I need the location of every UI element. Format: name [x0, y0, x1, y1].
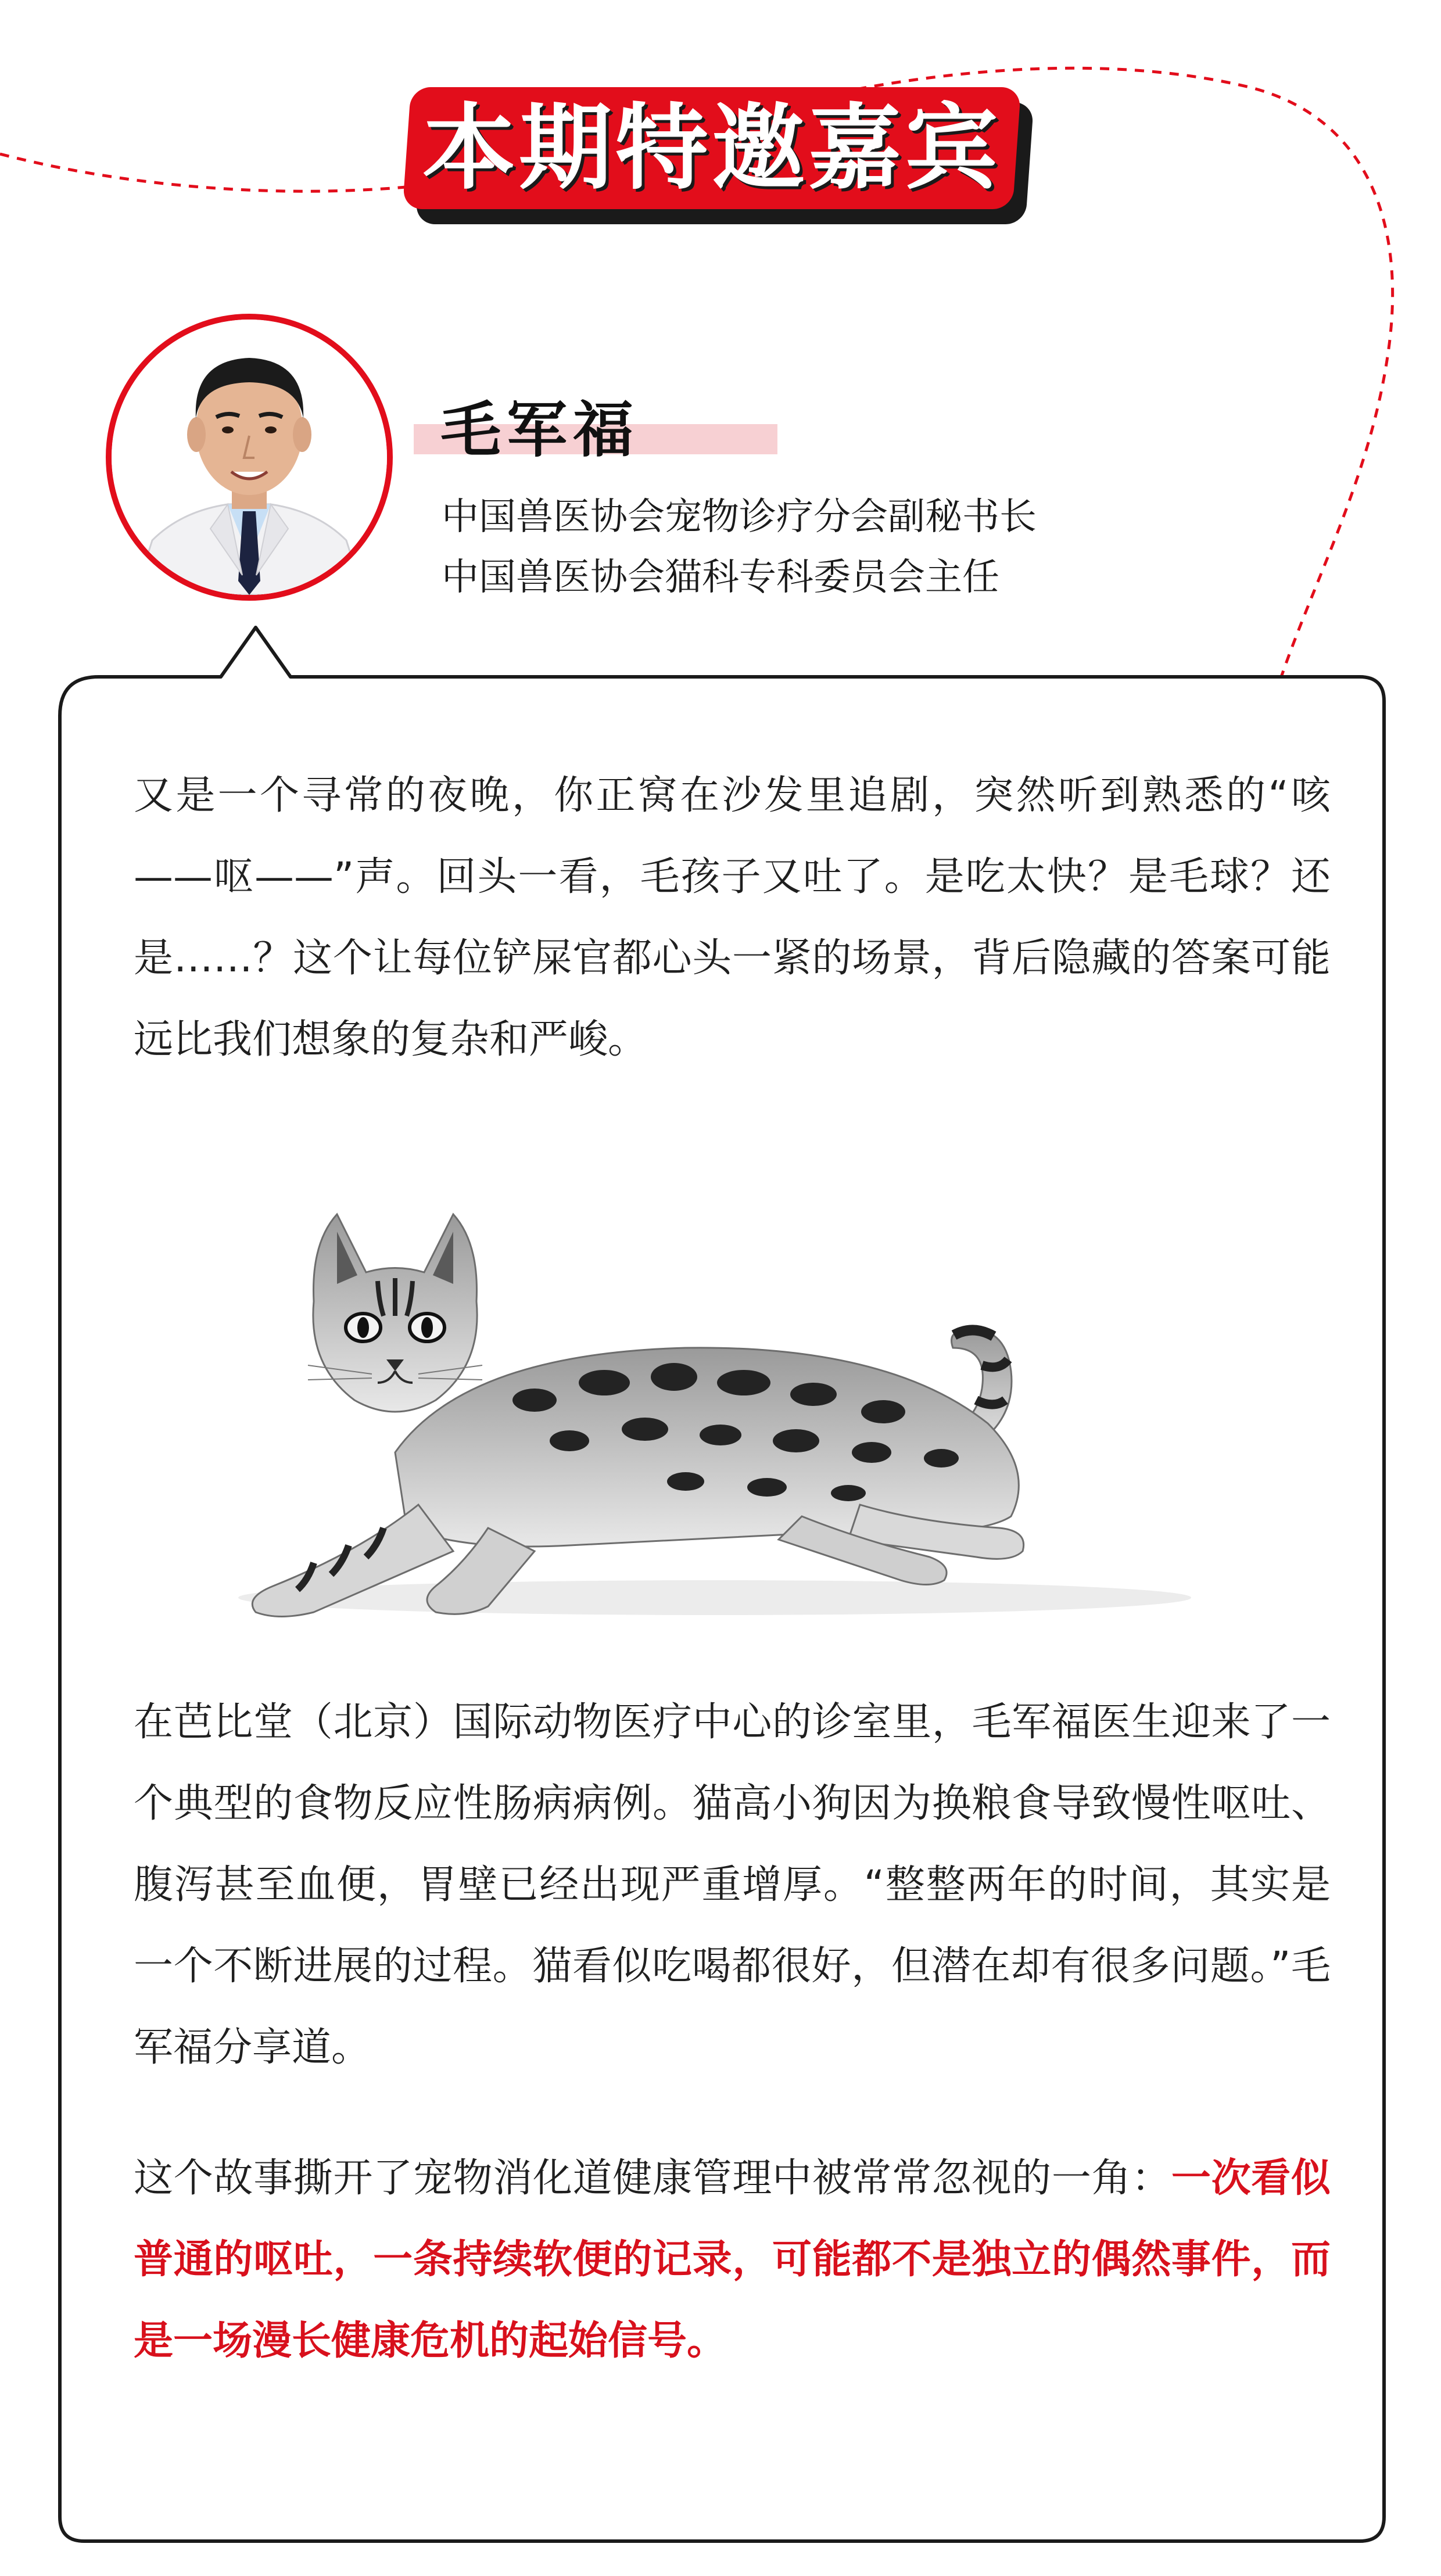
article-paragraph-2: 在芭比堂（北京）国际动物医疗中心的诊室里，毛军福医生迎来了一个典型的食物反应性肠病病例。猫高小狗因为换粮食导致慢性呕吐、腹泻甚至血便，胃壁已经出现严重增厚。“整整两年的时间，其实是一个不断进展的过程。猫看似吃喝都很好，但潜在却有很多问题。”毛军福分享道。 — [134, 1699, 1331, 2071]
article-paragraph-3-text: 这个故事撕开了宠物消化道健康管理中被常常忽视的一角： — [134, 2155, 1171, 2201]
doctor-portrait-icon — [112, 320, 387, 595]
article-paragraph-1: 又是一个寻常的夜晚，你正窝在沙发里追剧，突然听到熟悉的“咳——呕——”声。回头一看，毛孩子又吐了。是吃太快？是毛球？还是……？这个让每位铲屎官都心头一紧的场景，背后隐藏的答案可能远比我们想象的复杂和严峻。 — [134, 773, 1331, 1063]
guest-role-1: 中国兽医协会宠物诊疗分会副秘书长 — [442, 496, 1037, 539]
tabby-cat-lying-icon — [163, 1179, 1267, 1702]
article-paragraph-3-highlight: 一次看似普通的呕吐，一条持续软便的记录，可能都不是独立的偶然事件，而是一场漫长健康危机的起始信号。 — [134, 2155, 1331, 2364]
title-banner — [407, 87, 1034, 232]
article-paragraph-3 — [134, 2138, 1331, 2382]
avatar — [106, 314, 393, 601]
guest-role-2: 中国兽医协会猫科专科委员会主任 — [442, 556, 999, 599]
page-title: 本期特邀嘉宾 — [422, 94, 1001, 202]
cat-illustration — [163, 1179, 1267, 1702]
guest-name: 毛军福 — [440, 394, 640, 465]
